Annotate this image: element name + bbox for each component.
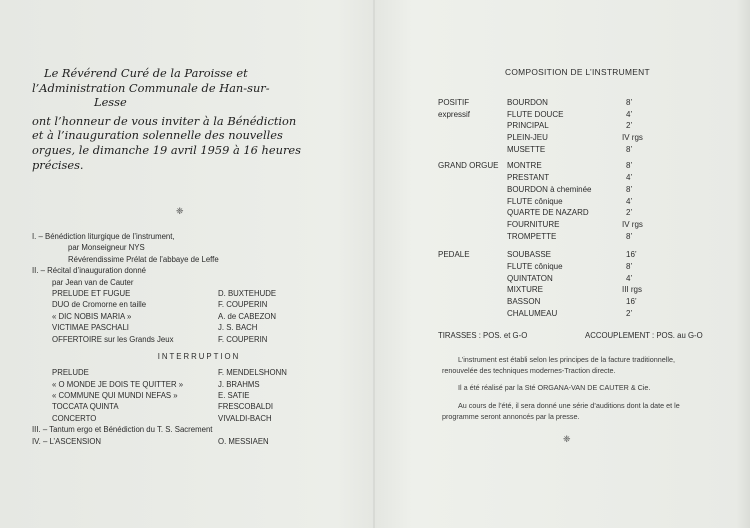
stop-row	[438, 121, 718, 133]
stop-name: PRINCIPAL	[507, 121, 549, 131]
program-item: VICTIMAE PASCHALI	[52, 323, 129, 333]
program-item: CONCERTO	[52, 413, 97, 423]
stop-list	[438, 98, 718, 320]
stop-row	[438, 197, 718, 209]
stop-pitch: 4’	[626, 173, 633, 183]
stop-pitch: IV rgs	[622, 219, 643, 229]
stop-pitch: 8’	[626, 144, 633, 154]
program-item: OFFERTOIRE sur les Grands Jeux	[52, 334, 174, 344]
division-name: GRAND ORGUE	[438, 161, 499, 171]
program-row	[32, 242, 352, 253]
stop-name: MUSETTE	[507, 144, 546, 154]
stop-name: MONTRE	[507, 161, 542, 171]
program-item: III. – Tantum ergo et Bénédiction du T. S. Sacrement	[32, 425, 213, 435]
program-item: Révérendissime Prélat de l’abbaye de Leffe	[68, 254, 219, 264]
program-row	[32, 334, 352, 345]
accouplement-text: ACCOUPLEMENT : POS. au G-O	[585, 331, 703, 340]
invitation-text	[32, 66, 332, 172]
stop-pitch: 2’	[626, 121, 633, 131]
program-row	[32, 401, 352, 412]
ornament-icon: ❈	[563, 434, 571, 444]
stop-name: FLUTE cônique	[507, 196, 563, 206]
stop-name: FLUTE cônique	[507, 261, 563, 271]
program-composer: F. COUPERIN	[218, 334, 268, 344]
stop-pitch: 8’	[626, 98, 633, 107]
stop-row	[438, 250, 718, 262]
stop-row	[438, 220, 718, 232]
note-paragraph: L’instrument est établi selon les principes de la facture traditionnelle, renouvelée des techniques modernes-Traction directe.	[442, 355, 675, 376]
note-paragraph: Il a été réalisé par la Sté ORGANA-VAN DE CAUTER & Cie.	[458, 383, 651, 393]
program-item: « COMMUNE QUI MUNDI NEFAS »	[52, 391, 178, 401]
invitation-line: orgues, le dimanche 19 avril 1959 à 16 heures	[32, 142, 301, 157]
program-row	[32, 424, 352, 435]
stop-pitch: 8’	[626, 231, 633, 241]
invitation-line: Lesse	[94, 95, 127, 110]
program-item: par Jean van de Cauter	[52, 277, 134, 287]
program-row	[32, 311, 352, 322]
program-composer: FRESCOBALDI	[218, 402, 274, 412]
stop-name: MIXTURE	[507, 285, 543, 295]
program-row	[32, 322, 352, 333]
invitation-line: et à l’inauguration solennelle des nouvelles	[32, 128, 283, 143]
stop-name: CHALUMEAU	[507, 308, 558, 318]
program-item: « O MONDE JE DOIS TE QUITTER »	[52, 379, 184, 389]
stop-pitch: 2’	[626, 208, 633, 218]
fold-line	[373, 0, 375, 528]
program-composer: F. COUPERIN	[218, 300, 268, 310]
program-composer: O. MESSIAEN	[218, 436, 269, 446]
program-item: IV. – L’ASCENSION	[32, 436, 102, 446]
program-row	[32, 413, 352, 424]
stop-pitch: 8’	[626, 261, 633, 271]
stop-name: BOURDON à cheminée	[507, 184, 592, 194]
division-name: PEDALE	[438, 250, 470, 260]
stop-pitch: 16’	[626, 250, 637, 260]
stop-row	[438, 232, 718, 244]
stop-pitch: 4’	[626, 196, 633, 206]
program-composer: J. BRAHMS	[218, 379, 260, 389]
program-item: I. – Bénédiction liturgique de l’instrument,	[32, 232, 175, 241]
interruption-heading: INTERRUPTION	[157, 351, 241, 361]
stop-row	[438, 185, 718, 197]
program-row	[32, 390, 352, 401]
program-row	[32, 288, 352, 299]
division-name: POSITIF	[438, 98, 470, 107]
invitation-line: l’Administration Communale de Han-sur-	[32, 80, 270, 95]
stop-pitch: 8’	[626, 161, 633, 171]
stop-row	[438, 208, 718, 220]
stop-row	[438, 285, 718, 297]
stop-row	[438, 98, 718, 110]
program-composer: F. MENDELSHONN	[218, 368, 287, 378]
program-row	[32, 367, 352, 378]
program-item: PRELUDE ET FUGUE	[52, 288, 131, 298]
program-row	[32, 436, 352, 447]
stop-pitch: IV rgs	[622, 133, 643, 143]
stop-row	[438, 110, 718, 122]
program-composer: E. SATIE	[218, 391, 250, 401]
stop-name: TROMPETTE	[507, 231, 557, 241]
program-composer: A. de CABEZON	[218, 311, 277, 321]
program	[32, 231, 352, 447]
program-item: par Monseigneur NYS	[68, 243, 145, 253]
ornament-icon: ❈	[176, 206, 184, 216]
program-composer: VIVALDI-BACH	[218, 413, 272, 423]
stop-row	[438, 274, 718, 286]
stop-pitch: III rgs	[622, 285, 643, 295]
stop-row	[438, 173, 718, 185]
note-paragraph: Au cours de l’été, il sera donné une série d’auditions dont la date et le programme seront annoncés par la presse.	[442, 400, 680, 421]
instrument-notes	[442, 354, 702, 422]
program-item: PRELUDE	[52, 368, 89, 378]
stop-name: PLEIN-JEU	[507, 133, 548, 143]
program-row	[32, 277, 352, 288]
invitation-line: précises.	[32, 157, 84, 172]
program-row	[32, 379, 352, 390]
stop-name: BOURDON	[507, 98, 548, 107]
program-row	[32, 254, 352, 265]
stop-row	[438, 297, 718, 309]
stop-row	[438, 133, 718, 145]
invitation-line: ont l’honneur de vous inviter à la Bénédiction	[32, 113, 297, 128]
program-row	[32, 265, 352, 276]
stop-pitch: 4’	[626, 109, 633, 119]
program-row	[32, 231, 352, 242]
stop-row	[438, 262, 718, 274]
stop-row	[438, 145, 718, 157]
program-composer: D. BUXTEHUDE	[218, 288, 277, 298]
stop-name: PRESTANT	[507, 173, 550, 183]
stop-row	[438, 309, 718, 321]
program-item: « DIC NOBIS MARIA »	[52, 311, 132, 321]
stop-name: FOURNITURE	[507, 219, 560, 229]
stop-name: SOUBASSE	[507, 250, 552, 260]
composition-title: COMPOSITION DE L’INSTRUMENT	[505, 67, 650, 77]
page-edge-shadow	[736, 0, 750, 528]
tirasses-text: TIRASSES : POS. et G-O	[438, 331, 528, 340]
stop-pitch: 2’	[626, 308, 633, 318]
stop-pitch: 16’	[626, 297, 637, 306]
program-composer: J. S. BACH	[218, 323, 258, 333]
program-item: TOCCATA QUINTA	[52, 402, 119, 412]
program-row	[32, 299, 352, 310]
stop-name: BASSON	[507, 297, 541, 306]
division-subtitle: expressif	[438, 109, 471, 119]
stop-pitch: 4’	[626, 273, 633, 283]
stop-name: QUARTE DE NAZARD	[507, 208, 589, 218]
stop-name: FLUTE DOUCE	[507, 109, 564, 119]
program-item: DUO de Cromorne en taille	[52, 300, 147, 310]
invitation-line: Le Révérend Curé de la Paroisse et	[44, 66, 248, 80]
stop-pitch: 8’	[626, 184, 633, 194]
program-item: II. – Récital d’inauguration donné	[32, 266, 146, 276]
stop-name: QUINTATON	[507, 273, 553, 283]
stop-row	[438, 161, 718, 173]
